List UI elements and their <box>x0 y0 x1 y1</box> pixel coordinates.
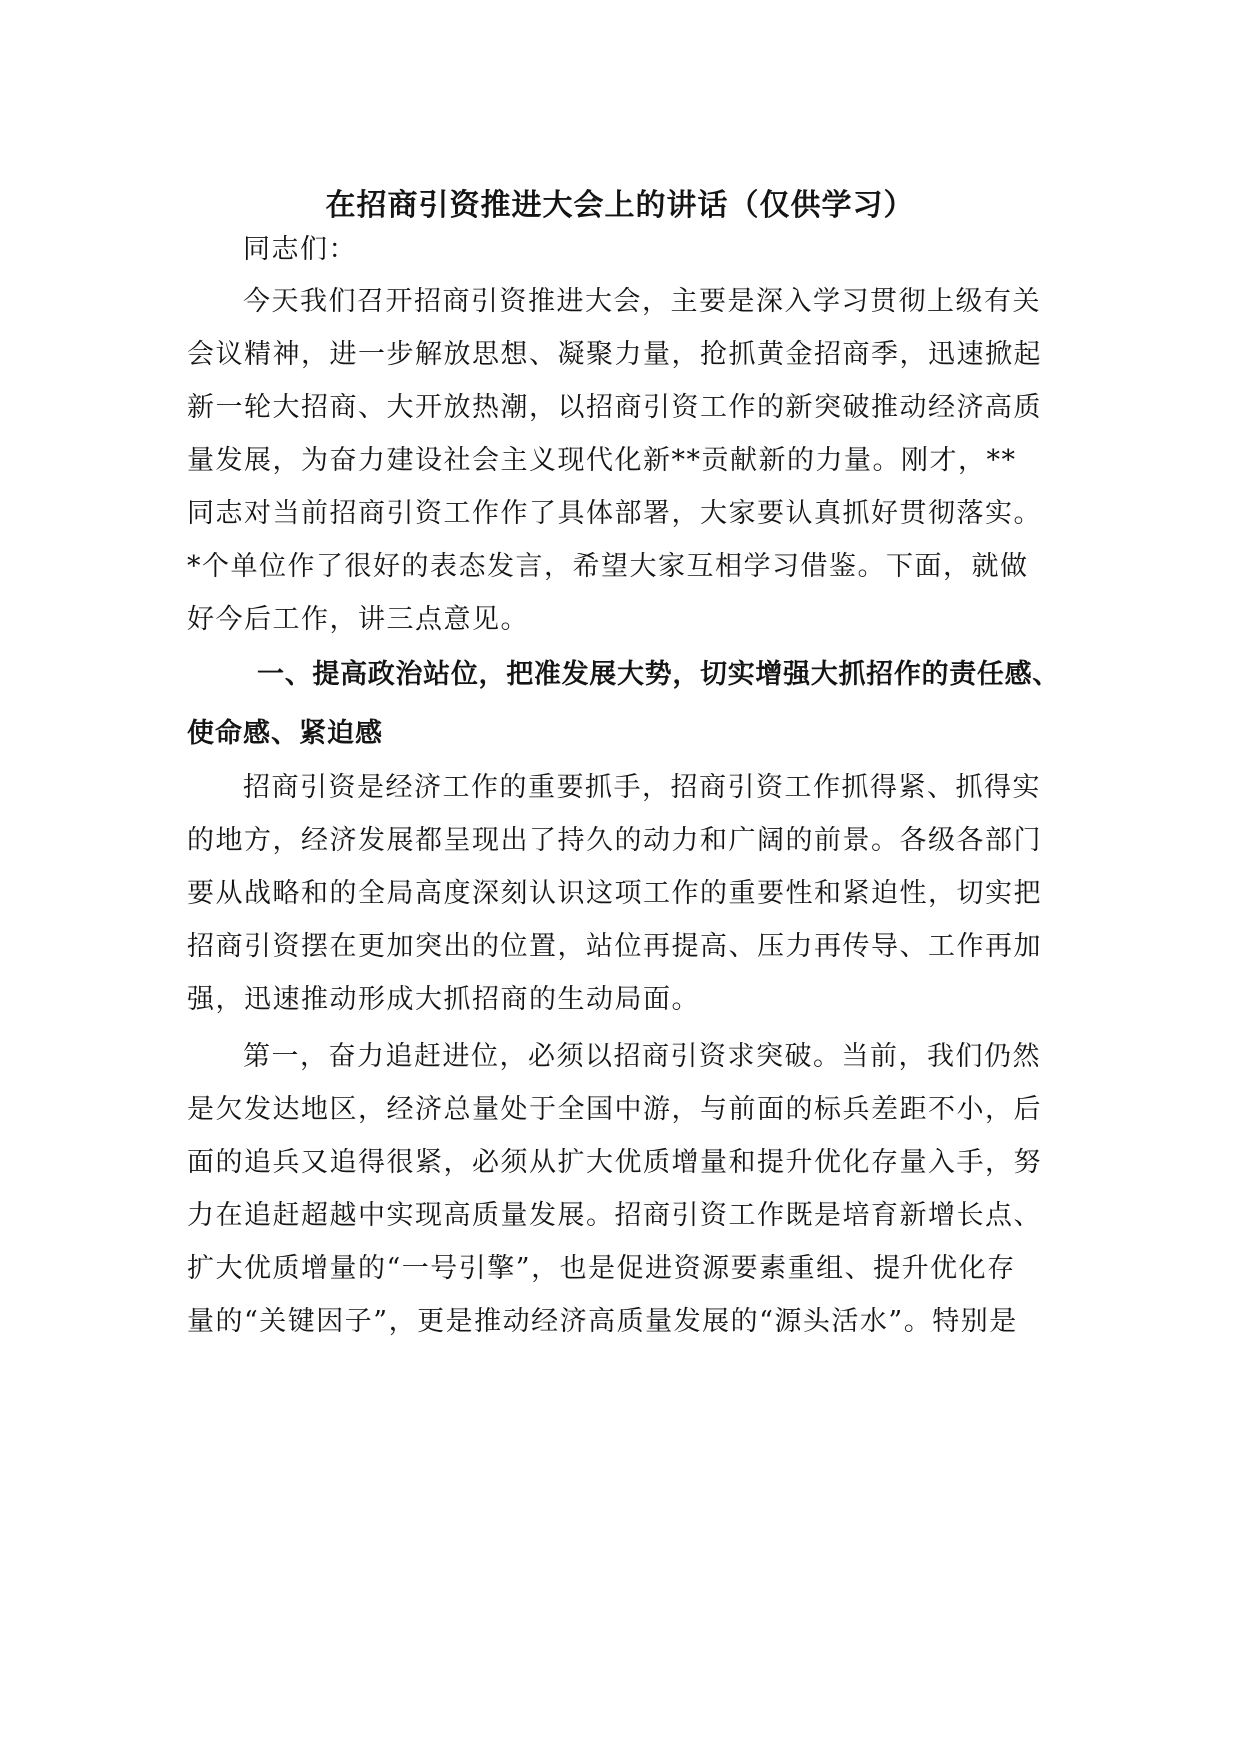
intro-line-7: 好今后工作，讲三点意见。 <box>187 604 529 635</box>
intro-line-2: 会议精神，进一步解放思想、凝聚力量，抢抓黄金招商季，迅速掀起 <box>187 339 1042 370</box>
para-3-line-2: 是欠发达地区，经济总量处于全国中游，与前面的标兵差距不小，后 <box>187 1094 1042 1125</box>
para-3-line-1: 第一，奋力追赶进位，必须以招商引资求突破。当前，我们仍然 <box>243 1041 1041 1072</box>
intro-line-1: 今天我们召开招商引资推进大会，主要是深入学习贯彻上级有关 <box>243 286 1041 317</box>
intro-line-3: 新一轮大招商、大开放热潮，以招商引资工作的新突破推动经济高质 <box>187 392 1042 423</box>
para-3-line-5: 扩大优质增量的“一号引擎”，也是促进资源要素重组、提升优化存 <box>187 1253 1016 1284</box>
section-1-heading-line-2: 使命感、紧迫感 <box>187 718 383 749</box>
intro-line-6: *个单位作了很好的表态发言，希望大家互相学习借鉴。下面，就做 <box>187 551 1029 582</box>
para-2-line-4: 招商引资摆在更加突出的位置，站位再提高、压力再传导、工作再加 <box>187 931 1042 962</box>
para-3-line-4: 力在追赶超越中实现高质量发展。招商引资工作既是培育新增长点、 <box>187 1200 1042 1231</box>
para-3-line-6: 量的“关键因子”，更是推动经济高质量发展的“源头活水”。特别是 <box>187 1306 1018 1337</box>
intro-line-5: 同志对当前招商引资工作作了具体部署，大家要认真抓好贯彻落实。 <box>187 498 1042 529</box>
section-1-heading-line-1: 一、提高政治站位，把准发展大势，切实增强大抓招作的责任感、 <box>257 659 1060 690</box>
page-title: 在招商引资推进大会上的讲话（仅供学习） <box>325 188 915 223</box>
para-3-line-3: 面的追兵又追得很紧，必须从扩大优质增量和提升优化存量入手，努 <box>187 1147 1042 1178</box>
para-2-line-3: 要从战略和的全局高度深刻认识这项工作的重要性和紧迫性，切实把 <box>187 878 1042 909</box>
para-2-line-1: 招商引资是经济工作的重要抓手，招商引资工作抓得紧、抓得实 <box>243 772 1041 803</box>
para-2-line-5: 强，迅速推动形成大抓招商的生动局面。 <box>187 984 700 1015</box>
intro-line-4: 量发展，为奋力建设社会主义现代化新**贡献新的力量。刚才，** <box>187 445 1017 476</box>
para-2-line-2: 的地方，经济发展都呈现出了持久的动力和广阔的前景。各级各部门 <box>187 825 1042 856</box>
salutation: 同志们： <box>243 234 357 265</box>
